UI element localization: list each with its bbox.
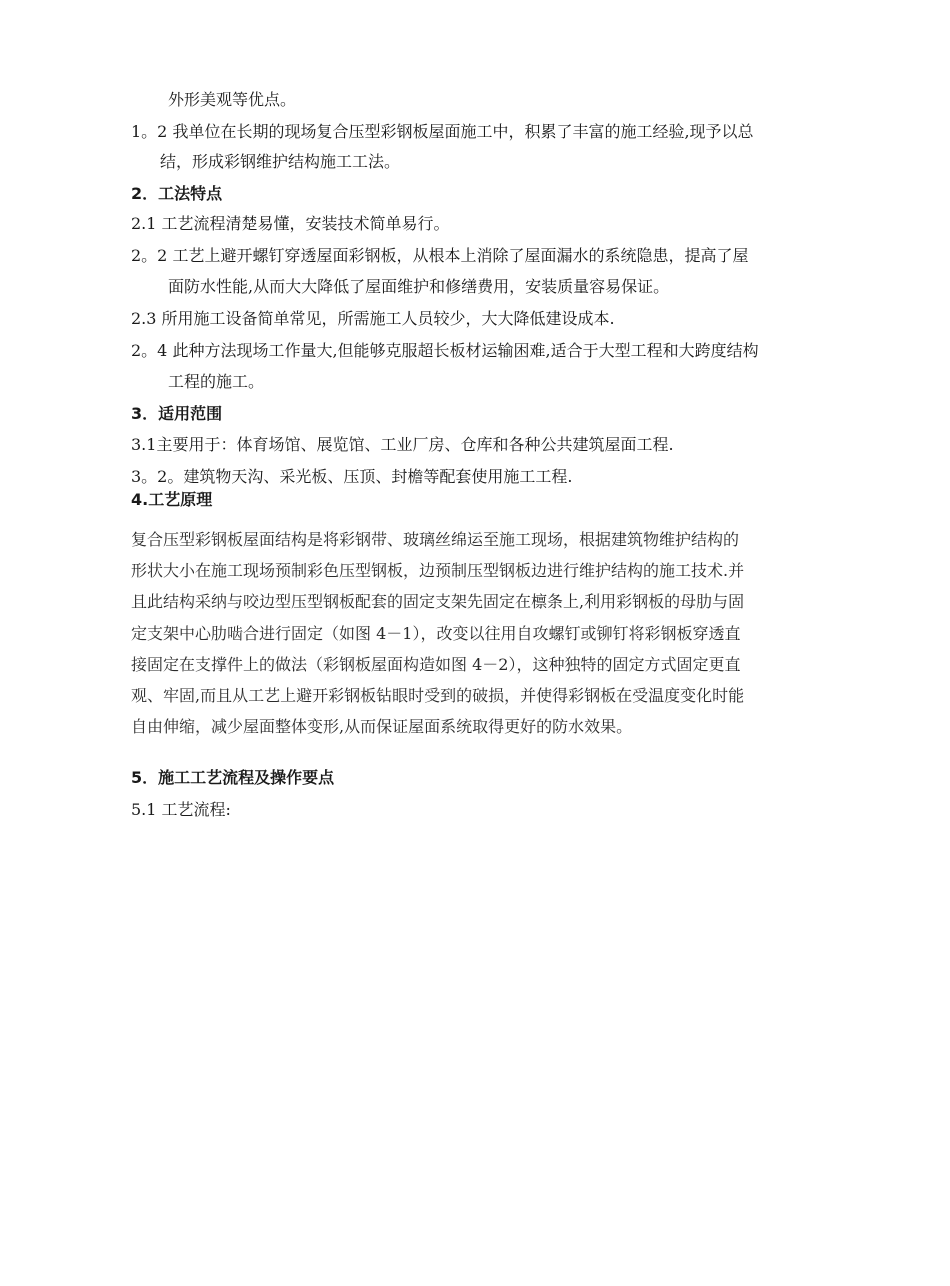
item-3-2: 3。2。建筑物天沟、采光板、压顶、封檐等配套使用施工工程. [131, 467, 573, 486]
section-4-heading: 4.工艺原理 [131, 490, 213, 509]
item-2-2-line-1: 2。2 工艺上避开螺钉穿透屋面彩钢板，从根本上消除了屋面漏水的系统隐患，提高了屋 [131, 246, 749, 265]
item-1-2-line-2: 结，形成彩钢维护结构施工工法。 [160, 152, 401, 171]
item-3-1: 3.1主要用于：体育场馆、展览馆、工业厂房、仓库和各种公共建筑屋面工程. [131, 435, 674, 454]
item-2-2-line-2: 面防水性能,从而大大降低了屋面维护和修缮费用，安装质量容易保证。 [168, 277, 670, 296]
item-2-3: 2.3 所用施工设备简单常见，所需施工人员较少，大大降低建设成本. [131, 309, 615, 328]
paragraph-line: 形状大小在施工现场预制彩色压型钢板，边预制压型钢板边进行维护结构的施工技术.并 [131, 561, 745, 581]
item-5-1: 5.1 工艺流程: [131, 800, 231, 819]
item-2-4-line-1: 2。4 此种方法现场工作量大,但能够克服超长板材运输困难,适合于大型工程和大跨度结构 [131, 341, 759, 360]
paragraph-line: 自由伸缩，减少屋面整体变形,从而保证屋面系统取得更好的防水效果。 [131, 717, 633, 737]
paragraph-line: 且此结构采纳与咬边型压型钢板配套的固定支架先固定在檩条上,利用彩钢板的母肋与固 [131, 592, 745, 612]
intro-continuation: 外形美观等优点。 [168, 90, 297, 109]
paragraph-line: 观、牢固,而且从工艺上避开彩钢板钻眼时受到的破损，并使得彩钢板在受温度变化时能 [131, 686, 745, 706]
section-2-heading: 2．工法特点 [131, 184, 223, 203]
paragraph-line: 复合压型彩钢板屋面结构是将彩钢带、玻璃丝绵运至施工现场，根据建筑物维护结构的 [131, 530, 740, 549]
section-5-heading: 5．施工工艺流程及操作要点 [131, 768, 335, 787]
paragraph-line: 接固定在支撑件上的做法（彩钢板屋面构造如图 4－2），这种独特的固定方式固定更直 [131, 654, 741, 674]
item-2-1: 2.1 工艺流程清楚易懂，安装技术简单易行。 [131, 214, 450, 233]
section-4-paragraph [131, 524, 843, 742]
item-2-4-line-2: 工程的施工。 [168, 372, 265, 391]
paragraph-line: 定支架中心肋啮合进行固定（如图 4－1），改变以往用自攻螺钉或铆钉将彩钢板穿透直 [131, 623, 741, 643]
section-3-heading: 3．适用范围 [131, 404, 223, 423]
item-1-2-line-1: 1。2 我单位在长期的现场复合压型彩钢板屋面施工中，积累了丰富的施工经验,现予以总 [131, 122, 754, 141]
